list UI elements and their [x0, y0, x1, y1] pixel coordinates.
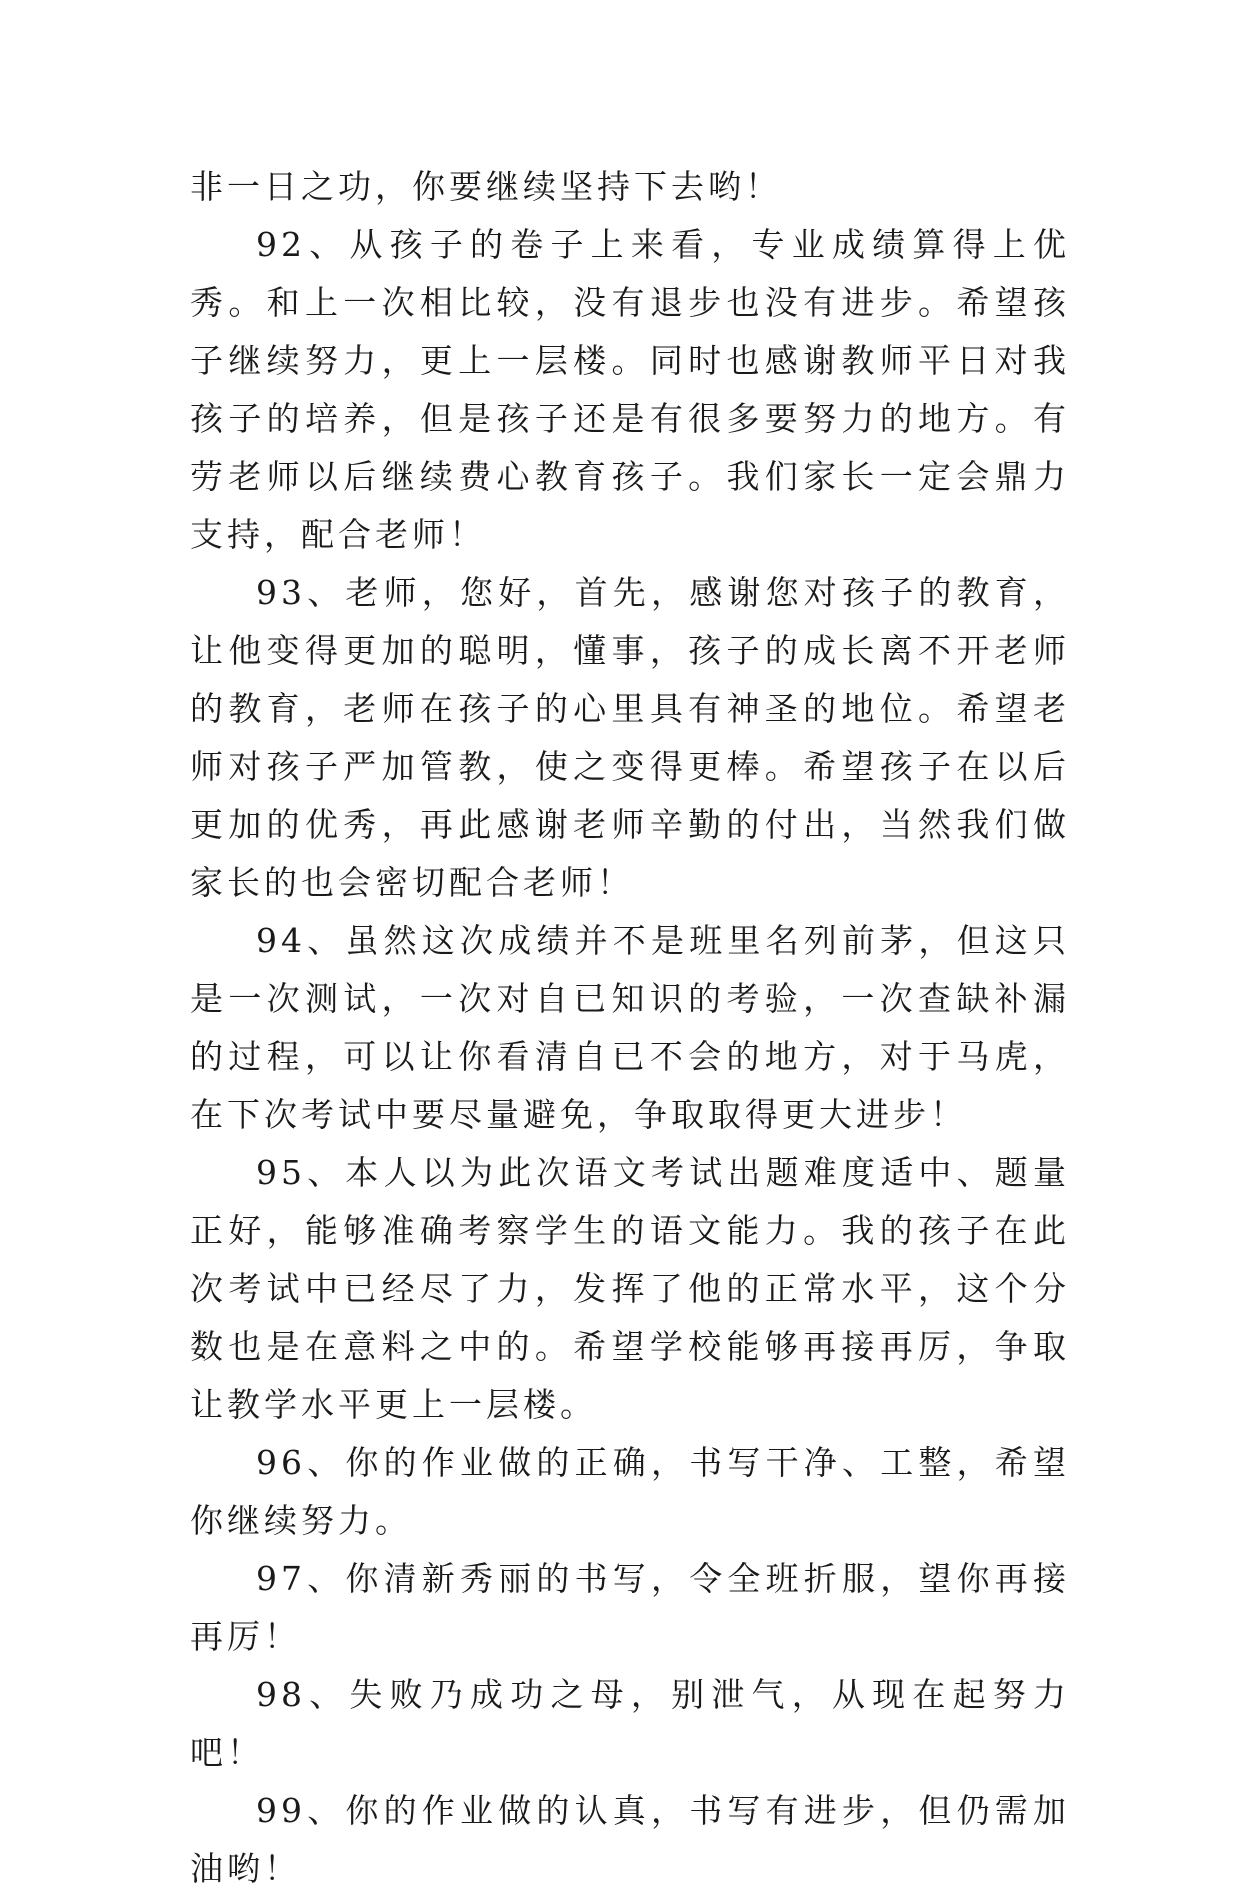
paragraph-99: 99、你的作业做的认真，书写有进步，但仍需加油哟！ [190, 1791, 1070, 1888]
paragraph-93: 93、老师，您好，首先，感谢您对孩子的教育，让他变得更加的聪明，懂事，孩子的成长离不开老师的教育，老师在孩子的心里具有神圣的地位。希望老师对孩子严加管教，使之变得更棒。希望孩子在以后更加的优秀，再此感谢老师辛勤的付出，当然我们做家长的也会密切配合老师！ [190, 573, 1070, 902]
paragraph-95: 95、本人以为此次语文考试出题难度适中、题量正好，能够准确考察学生的语文能力。我的孩子在此次考试中已经尽了力，发挥了他的正常水平，这个分数也是在意料之中的。希望学校能够再接再厉，争取让教学水平更上一层楼。 [190, 1153, 1070, 1424]
paragraph-92: 92、从孩子的卷子上来看，专业成绩算得上优秀。和上一次相比较，没有退步也没有进步。希望孩子继续努力，更上一层楼。同时也感谢教师平日对我孩子的培养，但是孩子还是有很多要努力的地方。有劳老师以后继续费心教育孩子。我们家长一定会鼎力支持，配合老师！ [190, 225, 1070, 554]
paragraph-94: 94、虽然这次成绩并不是班里名列前茅，但这只是一次测试，一次对自已知识的考验，一次查缺补漏的过程，可以让你看清自已不会的地方，对于马虎，在下次考试中要尽量避免，争取取得更大进步！ [190, 921, 1070, 1134]
paragraph-continuation: 非一日之功，你要继续坚持下去哟！ [190, 167, 782, 206]
body-text [190, 158, 1070, 1898]
paragraph-98: 98、失败乃成功之母，别泄气，从现在起努力吧！ [190, 1675, 1070, 1772]
paragraph-96: 96、你的作业做的正确，书写干净、工整，希望你继续努力。 [190, 1443, 1070, 1540]
paragraph-97: 97、你清新秀丽的书写，令全班折服，望你再接再厉！ [190, 1559, 1070, 1656]
